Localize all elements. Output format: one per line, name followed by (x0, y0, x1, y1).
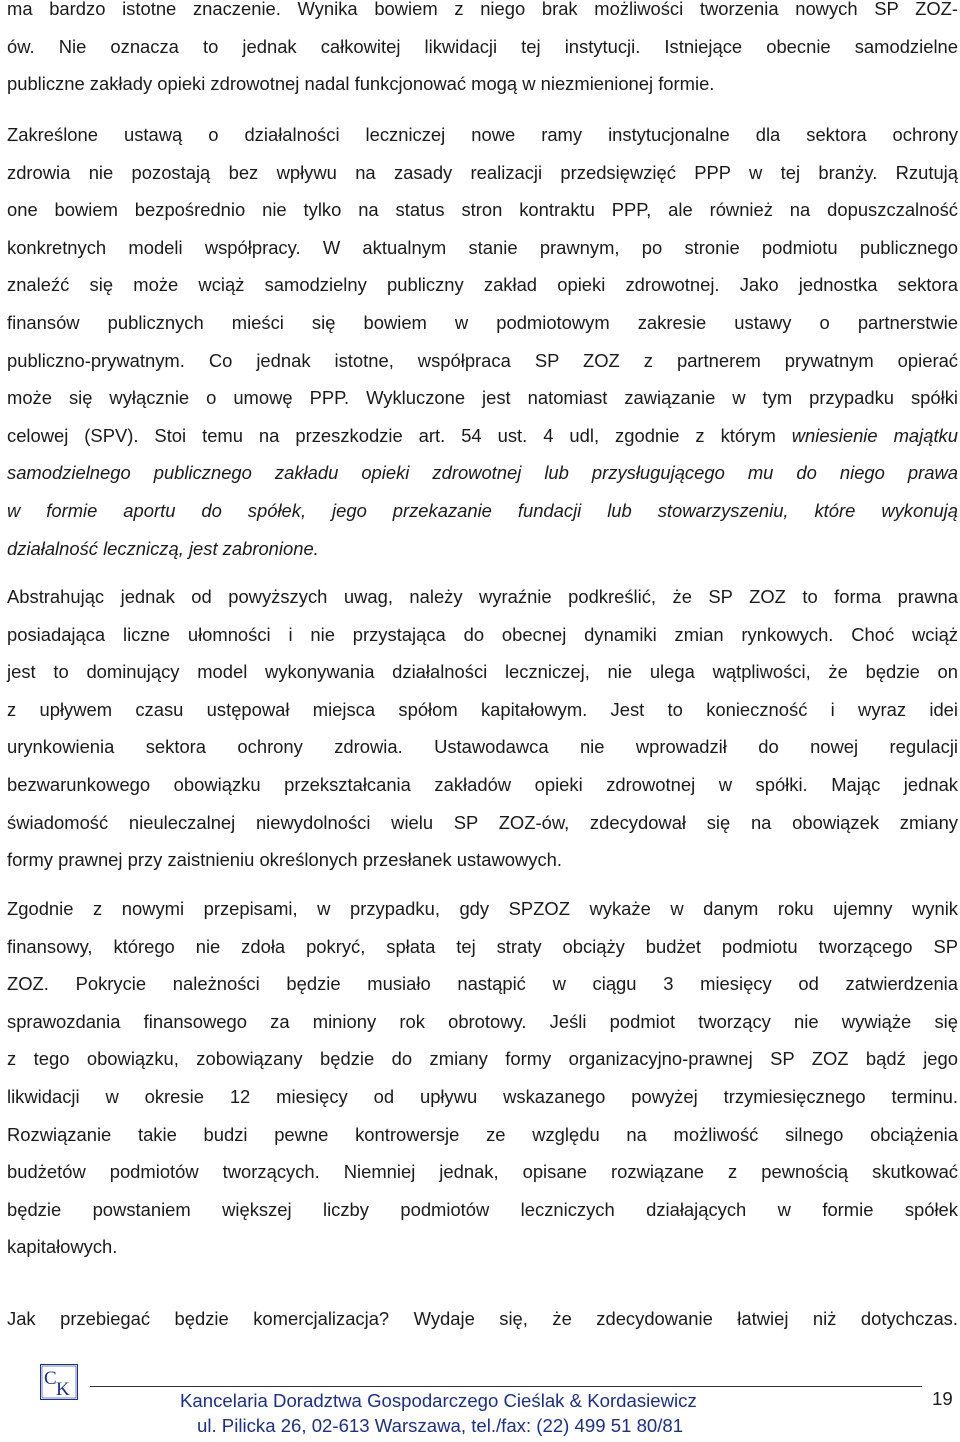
italic-segment: wniesienie majątku (791, 424, 958, 446)
firm-logo (40, 1364, 78, 1400)
text-line: publiczno-prywatnym. Co jednak istotne, współpraca SP ZOZ z partnerem prywatnym opierać (7, 349, 958, 371)
italic-line: samodzielnego publicznego zakładu opieki zdrowotnej lub przysługującego mu do niego prawa (7, 462, 958, 484)
footer-divider (90, 1386, 922, 1387)
paragraph-4 (7, 890, 958, 1266)
text-line: zdrowia nie pozostają bez wpływu na zasady realizacji przedsięwzięć PPP w tej branży. Rzutują (7, 161, 958, 183)
text-line: ma bardzo istotne znaczenie. Wynika bowiem z niego brak możliwości tworzenia nowych SP ZOZ- (7, 0, 958, 19)
text-line: Zgodnie z nowymi przepisami, w przypadku, gdy SPZOZ wykaże w danym roku ujemny wynik (7, 898, 958, 919)
text-line: może się wyłącznie o umowę PPP. Wykluczone jest natomiast zawiązanie w tym przypadku spółki (7, 387, 958, 409)
text-line: Rozwiązanie takie budzi pewne kontrowersje ze względu na możliwość silnego obciążenia (7, 1123, 958, 1145)
text-segment: celowej (SPV). Stoi temu na przeszkodzie art. 54 ust. 4 udl, zgodnie z którym (7, 424, 776, 446)
italic-line: działalność leczniczą, jest zabronione. (7, 537, 319, 559)
text-line: będzie powstaniem większej liczby podmiotów leczniczych działających w formie spółek (7, 1198, 958, 1220)
footer-firm-name: Kancelaria Doradztwa Gospodarczego Cieślak & Kordasiewicz (180, 1390, 697, 1411)
text-line: kapitałowych. (7, 1236, 118, 1258)
text-line: bezwarunkowego obowiązku przekształcania zakładów opieki zdrowotnej w spółki. Mając jednak (7, 773, 958, 795)
footer-address: ul. Pilicka 26, 02-613 Warszawa, tel./fax: (22) 499 51 80/81 (197, 1415, 684, 1436)
paragraph-2 (7, 116, 958, 567)
text-line: jest to dominujący model wykonywania działalności leczniczej, nie ulega wątpliwości, że będzie on (7, 661, 958, 683)
text-line: ZOZ. Pokrycie należności będzie musiało nastąpić w ciągu 3 miesięcy od zatwierdzenia (7, 973, 958, 995)
text-line-mixed (7, 417, 958, 455)
text-line: znaleźć się może wciąż samodzielny publiczny zakład opieki zdrowotnej. Jako jednostka sektora (7, 274, 958, 296)
page-footer (0, 1360, 960, 1442)
svg-text:K: K (56, 1379, 70, 1400)
text-line: budżetów podmiotów tworzących. Niemniej jednak, opisane rozwiązane z pewnością skutkować (7, 1161, 958, 1183)
text-line: Zakreślone ustawą o działalności leczniczej nowe ramy instytucjonalne dla sektora ochrony (7, 124, 958, 145)
page-number: 19 (932, 1388, 953, 1409)
text-line: finansów publicznych mieści się bowiem w podmiotowym zakresie ustawy o partnerstwie (7, 311, 958, 333)
text-line: posiadająca liczne ułomności i nie przystająca do obecnej dynamiki zmian rynkowych. Choć wciąż (7, 623, 958, 645)
italic-line: w formie aportu do spółek, jego przekazanie fundacji lub stowarzyszeniu, które wykonują (7, 499, 958, 521)
text-line: konkretnych modeli współpracy. W aktualnym stanie prawnym, po stronie podmiotu publicznego (7, 236, 958, 258)
text-line: sprawozdania finansowego za miniony rok obrotowy. Jeśli podmiot tworzący nie wywiąże się (7, 1010, 958, 1032)
text-line: publiczne zakłady opieki zdrowotnej nadal funkcjonować mogą w niezmienionej formie. (7, 73, 715, 95)
svg-text:C: C (44, 1368, 57, 1389)
text-line: finansowy, którego nie zdoła pokryć, spłata tej straty obciąży budżet podmiotu tworzącego SP (7, 935, 958, 957)
text-line: świadomość nieuleczalnej niewydolności wielu SP ZOZ-ów, zdecydował się na obowiązek zmiany (7, 811, 958, 833)
text-line: z upływem czasu ustępował miejsca spółom kapitałowym. Jest to konieczność i wyraz idei (7, 698, 958, 720)
text-line: Abstrahując jednak od powyższych uwag, należy wyraźnie podkreślić, że SP ZOZ to forma prawna (7, 586, 958, 607)
text-line: Jak przebiegać będzie komercjalizacja? Wydaje się, że zdecydowanie łatwiej niż dotychczas. (7, 1308, 958, 1329)
paragraph-1 (7, 0, 958, 103)
text-line: ów. Nie oznacza to jednak całkowitej likwidacji tej instytucji. Istniejące obecnie samodzielne (7, 35, 958, 57)
text-line: urynkowienia sektora ochrony zdrowia. Ustawodawca nie wprowadził do nowej regulacji (7, 736, 958, 758)
paragraph-5 (7, 1300, 958, 1338)
text-line: z tego obowiązku, zobowiązany będzie do zmiany formy organizacyjno-prawnej SP ZOZ bądź jego (7, 1048, 958, 1070)
text-line: one bowiem bezpośrednio nie tylko na status stron kontraktu PPP, ale również na dopuszczalność (7, 199, 958, 221)
paragraph-3 (7, 578, 958, 879)
text-line: likwidacji w okresie 12 miesięcy od upływu wskazanego powyżej trzymiesięcznego terminu. (7, 1085, 958, 1107)
text-line: formy prawnej przy zaistnieniu określonych przesłanek ustawowych. (7, 849, 563, 871)
